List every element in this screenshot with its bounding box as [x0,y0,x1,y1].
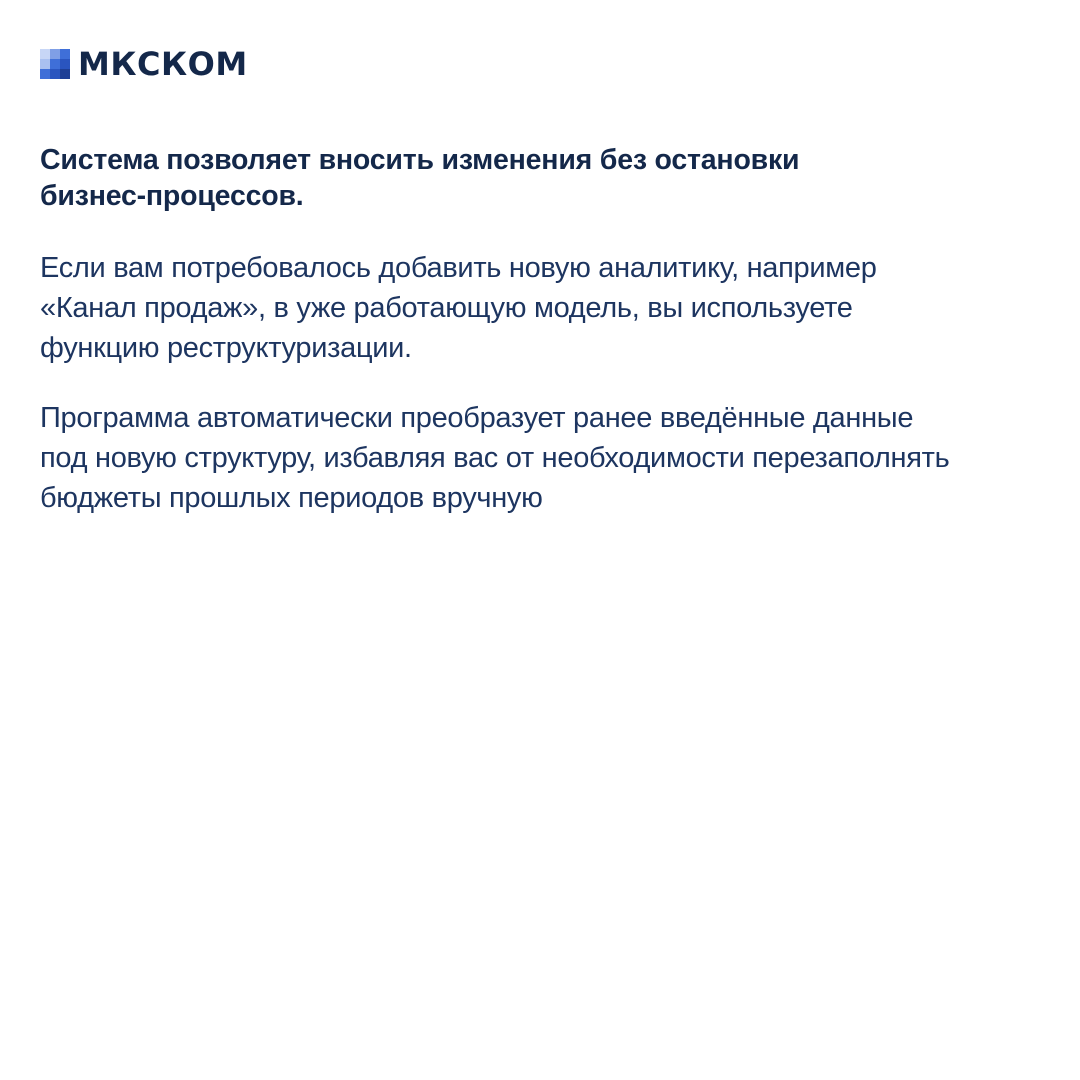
paragraph-automatic-conversion [40,398,1050,518]
paragraph-line: под новую структуру, избавляя вас от необходимости перезаполнять [40,442,950,474]
lead-line: бизнес-процессов. [40,180,304,212]
lead-statement [40,142,1050,214]
text-content [40,142,1050,548]
brand-name: МКСКОМ [78,45,248,83]
brand-logo [40,44,248,84]
paragraph-line: бюджеты прошлых периодов вручную [40,482,543,514]
paragraph-line: Программа автоматически преобразует ранее введённые данные [40,402,914,434]
pixel-square-logo-icon [40,49,70,79]
paragraph-line: Если вам потребовалось добавить новую аналитику, например [40,252,877,284]
paragraph-line: функцию реструктуризации. [40,332,412,364]
paragraph-restructuring [40,248,1050,368]
lead-line: Система позволяет вносить изменения без остановки [40,144,800,176]
paragraph-line: «Канал продаж», в уже работающую модель, вы используете [40,292,853,324]
